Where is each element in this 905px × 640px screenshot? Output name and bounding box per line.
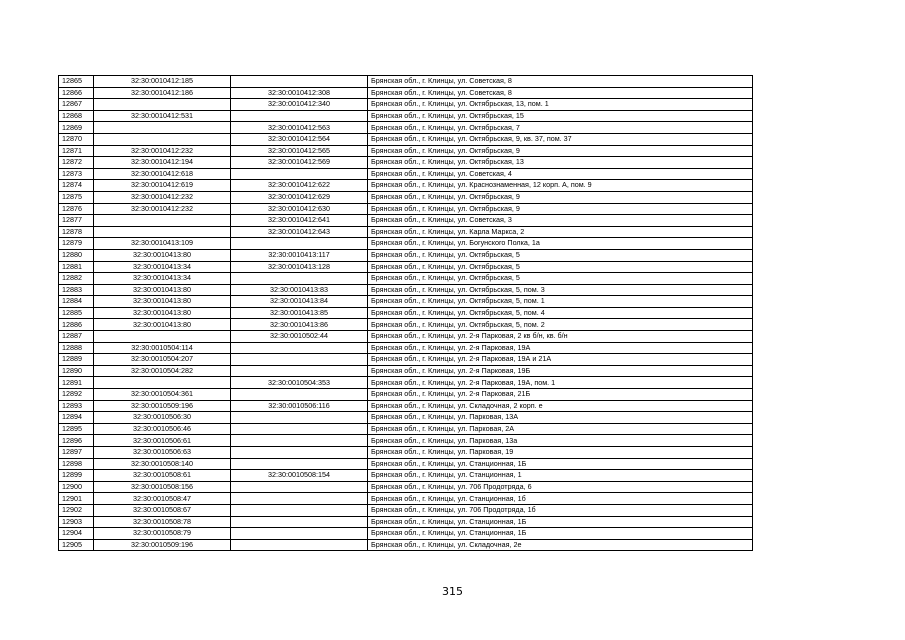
address-cell: Брянская обл., г. Клинцы, ул. Советская, 3 [368, 215, 753, 227]
parcel-number-cell [94, 377, 231, 389]
table-row [59, 481, 753, 493]
address-cell: Брянская обл., г. Клинцы, ул. Парковая, 2А [368, 423, 753, 435]
object-number-cell: 32:30:0010508:154 [231, 470, 368, 482]
object-number-cell [231, 389, 368, 401]
address-cell: Брянская обл., г. Клинцы, ул. 2-я Парковая, 19Б [368, 365, 753, 377]
object-number-cell: 32:30:0010413:83 [231, 284, 368, 296]
object-number-cell: 32:30:0010413:117 [231, 249, 368, 261]
table-row [59, 458, 753, 470]
table-row [59, 389, 753, 401]
row-number-cell: 12871 [59, 145, 94, 157]
table-row [59, 145, 753, 157]
object-number-cell: 32:30:0010412:563 [231, 122, 368, 134]
parcel-number-cell: 32:30:0010413:80 [94, 319, 231, 331]
parcel-number-cell: 32:30:0010508:156 [94, 481, 231, 493]
address-cell: Брянская обл., г. Клинцы, ул. Октябрьская, 5 [368, 261, 753, 273]
row-number-cell: 12902 [59, 504, 94, 516]
table-row [59, 516, 753, 528]
row-number-cell: 12895 [59, 423, 94, 435]
address-cell: Брянская обл., г. Клинцы, ул. Октябрьская, 9, кв. 37, пом. 37 [368, 133, 753, 145]
parcel-number-cell: 32:30:0010509:196 [94, 539, 231, 551]
table-row [59, 76, 753, 88]
object-number-cell [231, 528, 368, 540]
table-row [59, 261, 753, 273]
parcel-number-cell [94, 133, 231, 145]
row-number-cell: 12892 [59, 389, 94, 401]
object-number-cell: 32:30:0010412:630 [231, 203, 368, 215]
property-register-table [58, 75, 753, 551]
table-row [59, 331, 753, 343]
row-number-cell: 12884 [59, 296, 94, 308]
address-cell: Брянская обл., г. Клинцы, ул. Складочная, 2е [368, 539, 753, 551]
address-cell: Брянская обл., г. Клинцы, ул. Станционная, 1Б [368, 528, 753, 540]
address-cell: Брянская обл., г. Клинцы, ул. Октябрьская, 13 [368, 157, 753, 169]
address-cell: Брянская обл., г. Клинцы, ул. Октябрьская, 5 [368, 273, 753, 285]
table-row [59, 110, 753, 122]
address-cell: Брянская обл., г. Клинцы, ул. 2-я Парковая, 19А и 21А [368, 354, 753, 366]
object-number-cell [231, 493, 368, 505]
parcel-number-cell: 32:30:0010412:232 [94, 191, 231, 203]
table-row [59, 122, 753, 134]
table-row [59, 377, 753, 389]
parcel-number-cell: 32:30:0010413:34 [94, 261, 231, 273]
object-number-cell: 32:30:0010412:308 [231, 87, 368, 99]
table-row [59, 447, 753, 459]
row-number-cell: 12896 [59, 435, 94, 447]
table-row [59, 504, 753, 516]
address-cell: Брянская обл., г. Клинцы, ул. Парковая, 19 [368, 447, 753, 459]
address-cell: Брянская обл., г. Клинцы, ул. Станционная, 1Б [368, 458, 753, 470]
parcel-number-cell: 32:30:0010412:185 [94, 76, 231, 88]
parcel-number-cell: 32:30:0010413:80 [94, 249, 231, 261]
address-cell: Брянская обл., г. Клинцы, ул. Богунского Полка, 1а [368, 238, 753, 250]
address-cell: Брянская обл., г. Клинцы, ул. Октябрьская, 5, пом. 4 [368, 307, 753, 319]
row-number-cell: 12897 [59, 447, 94, 459]
parcel-number-cell: 32:30:0010412:194 [94, 157, 231, 169]
object-number-cell [231, 447, 368, 459]
parcel-number-cell: 32:30:0010413:80 [94, 296, 231, 308]
address-cell: Брянская обл., г. Клинцы, ул. Октябрьская, 5, пом. 2 [368, 319, 753, 331]
table-row [59, 191, 753, 203]
table-row [59, 528, 753, 540]
table-row [59, 365, 753, 377]
table-row [59, 203, 753, 215]
address-cell: Брянская обл., г. Клинцы, ул. Станционная, 1б [368, 493, 753, 505]
parcel-number-cell: 32:30:0010506:63 [94, 447, 231, 459]
row-number-cell: 12879 [59, 238, 94, 250]
row-number-cell: 12898 [59, 458, 94, 470]
row-number-cell: 12890 [59, 365, 94, 377]
parcel-number-cell: 32:30:0010413:80 [94, 284, 231, 296]
object-number-cell [231, 110, 368, 122]
row-number-cell: 12877 [59, 215, 94, 227]
object-number-cell [231, 435, 368, 447]
address-cell: Брянская обл., г. Клинцы, ул. Октябрьская, 9 [368, 145, 753, 157]
address-cell: Брянская обл., г. Клинцы, ул. Октябрьская, 9 [368, 191, 753, 203]
address-cell: Брянская обл., г. Клинцы, ул. Октябрьская, 9 [368, 203, 753, 215]
parcel-number-cell: 32:30:0010413:80 [94, 307, 231, 319]
object-number-cell: 32:30:0010412:629 [231, 191, 368, 203]
address-cell: Брянская обл., г. Клинцы, ул. Октябрьская, 5, пом. 3 [368, 284, 753, 296]
row-number-cell: 12872 [59, 157, 94, 169]
row-number-cell: 12873 [59, 168, 94, 180]
table-row [59, 423, 753, 435]
object-number-cell [231, 423, 368, 435]
row-number-cell: 12878 [59, 226, 94, 238]
parcel-number-cell [94, 331, 231, 343]
parcel-number-cell: 32:30:0010412:232 [94, 203, 231, 215]
parcel-number-cell: 32:30:0010504:207 [94, 354, 231, 366]
parcel-number-cell [94, 226, 231, 238]
row-number-cell: 12874 [59, 180, 94, 192]
table-row [59, 470, 753, 482]
row-number-cell: 12865 [59, 76, 94, 88]
parcel-number-cell: 32:30:0010504:114 [94, 342, 231, 354]
row-number-cell: 12885 [59, 307, 94, 319]
address-cell: Брянская обл., г. Клинцы, ул. 2-я Парковая, 19А, пом. 1 [368, 377, 753, 389]
address-cell: Брянская обл., г. Клинцы, ул. 706 Продотряда, 6 [368, 481, 753, 493]
parcel-number-cell: 32:30:0010508:67 [94, 504, 231, 516]
object-number-cell [231, 76, 368, 88]
table-row [59, 157, 753, 169]
object-number-cell: 32:30:0010412:643 [231, 226, 368, 238]
address-cell: Брянская обл., г. Клинцы, ул. Октябрьская, 7 [368, 122, 753, 134]
row-number-cell: 12899 [59, 470, 94, 482]
table-row [59, 307, 753, 319]
object-number-cell: 32:30:0010412:641 [231, 215, 368, 227]
row-number-cell: 12868 [59, 110, 94, 122]
row-number-cell: 12903 [59, 516, 94, 528]
address-cell: Брянская обл., г. Клинцы, ул. Краснознаменная, 12 корп. А, пом. 9 [368, 180, 753, 192]
object-number-cell [231, 481, 368, 493]
object-number-cell: 32:30:0010412:569 [231, 157, 368, 169]
table-row [59, 99, 753, 111]
row-number-cell: 12870 [59, 133, 94, 145]
address-cell: Брянская обл., г. Клинцы, ул. Советская, 8 [368, 87, 753, 99]
object-number-cell [231, 273, 368, 285]
address-cell: Брянская обл., г. Клинцы, ул. Октябрьская, 13, пом. 1 [368, 99, 753, 111]
row-number-cell: 12901 [59, 493, 94, 505]
address-cell: Брянская обл., г. Клинцы, ул. 2-я Парковая, 2 кв б/н, кв. б/н [368, 331, 753, 343]
row-number-cell: 12866 [59, 87, 94, 99]
address-cell: Брянская обл., г. Клинцы, ул. Советская, 4 [368, 168, 753, 180]
object-number-cell: 32:30:0010412:565 [231, 145, 368, 157]
object-number-cell: 32:30:0010412:622 [231, 180, 368, 192]
object-number-cell [231, 458, 368, 470]
object-number-cell [231, 504, 368, 516]
object-number-cell [231, 342, 368, 354]
table-row [59, 493, 753, 505]
parcel-number-cell: 32:30:0010506:61 [94, 435, 231, 447]
object-number-cell: 32:30:0010413:85 [231, 307, 368, 319]
parcel-number-cell: 32:30:0010413:109 [94, 238, 231, 250]
address-cell: Брянская обл., г. Клинцы, ул. Советская, 8 [368, 76, 753, 88]
table-row [59, 215, 753, 227]
table-row [59, 539, 753, 551]
parcel-number-cell: 32:30:0010509:196 [94, 400, 231, 412]
row-number-cell: 12887 [59, 331, 94, 343]
address-cell: Брянская обл., г. Клинцы, ул. Карла Маркса, 2 [368, 226, 753, 238]
parcel-number-cell: 32:30:0010412:186 [94, 87, 231, 99]
table-row [59, 342, 753, 354]
object-number-cell: 32:30:0010412:564 [231, 133, 368, 145]
table-row [59, 133, 753, 145]
row-number-cell: 12869 [59, 122, 94, 134]
row-number-cell: 12882 [59, 273, 94, 285]
row-number-cell: 12883 [59, 284, 94, 296]
parcel-number-cell [94, 215, 231, 227]
object-number-cell: 32:30:0010413:128 [231, 261, 368, 273]
parcel-number-cell: 32:30:0010504:361 [94, 389, 231, 401]
address-cell: Брянская обл., г. Клинцы, ул. Станционная, 1 [368, 470, 753, 482]
row-number-cell: 12875 [59, 191, 94, 203]
object-number-cell [231, 238, 368, 250]
row-number-cell: 12876 [59, 203, 94, 215]
row-number-cell: 12886 [59, 319, 94, 331]
row-number-cell: 12900 [59, 481, 94, 493]
address-cell: Брянская обл., г. Клинцы, ул. Октябрьская, 15 [368, 110, 753, 122]
row-number-cell: 12894 [59, 412, 94, 424]
row-number-cell: 12881 [59, 261, 94, 273]
address-cell: Брянская обл., г. Клинцы, ул. Октябрьская, 5 [368, 249, 753, 261]
row-number-cell: 12905 [59, 539, 94, 551]
object-number-cell [231, 354, 368, 366]
address-cell: Брянская обл., г. Клинцы, ул. Парковая, 13А [368, 412, 753, 424]
parcel-number-cell [94, 99, 231, 111]
address-cell: Брянская обл., г. Клинцы, ул. Складочная, 2 корп. е [368, 400, 753, 412]
row-number-cell: 12867 [59, 99, 94, 111]
table-row [59, 87, 753, 99]
object-number-cell [231, 168, 368, 180]
row-number-cell: 12891 [59, 377, 94, 389]
parcel-number-cell: 32:30:0010508:47 [94, 493, 231, 505]
parcel-number-cell: 32:30:0010506:30 [94, 412, 231, 424]
table-row [59, 435, 753, 447]
table-row [59, 226, 753, 238]
row-number-cell: 12904 [59, 528, 94, 540]
page-number: 315 [442, 585, 463, 598]
table-row [59, 354, 753, 366]
parcel-number-cell: 32:30:0010506:46 [94, 423, 231, 435]
address-cell: Брянская обл., г. Клинцы, ул. 2-я Парковая, 19А [368, 342, 753, 354]
table-row [59, 249, 753, 261]
parcel-number-cell: 32:30:0010412:232 [94, 145, 231, 157]
parcel-number-cell: 32:30:0010413:34 [94, 273, 231, 285]
object-number-cell: 32:30:0010506:116 [231, 400, 368, 412]
parcel-number-cell: 32:30:0010508:79 [94, 528, 231, 540]
object-number-cell [231, 539, 368, 551]
table-row [59, 180, 753, 192]
table-row [59, 168, 753, 180]
row-number-cell: 12880 [59, 249, 94, 261]
parcel-number-cell: 32:30:0010412:618 [94, 168, 231, 180]
parcel-number-cell: 32:30:0010504:282 [94, 365, 231, 377]
object-number-cell: 32:30:0010413:86 [231, 319, 368, 331]
table-row [59, 296, 753, 308]
parcel-number-cell: 32:30:0010508:61 [94, 470, 231, 482]
table-row [59, 273, 753, 285]
object-number-cell: 32:30:0010502:44 [231, 331, 368, 343]
parcel-number-cell [94, 122, 231, 134]
row-number-cell: 12889 [59, 354, 94, 366]
object-number-cell: 32:30:0010504:353 [231, 377, 368, 389]
parcel-number-cell: 32:30:0010412:531 [94, 110, 231, 122]
object-number-cell: 32:30:0010412:340 [231, 99, 368, 111]
object-number-cell [231, 365, 368, 377]
table-row [59, 238, 753, 250]
object-number-cell [231, 516, 368, 528]
object-number-cell [231, 412, 368, 424]
table-row [59, 400, 753, 412]
object-number-cell: 32:30:0010413:84 [231, 296, 368, 308]
table-row [59, 284, 753, 296]
parcel-number-cell: 32:30:0010508:140 [94, 458, 231, 470]
row-number-cell: 12888 [59, 342, 94, 354]
parcel-number-cell: 32:30:0010412:619 [94, 180, 231, 192]
table-row [59, 412, 753, 424]
address-cell: Брянская обл., г. Клинцы, ул. 2-я Парковая, 21Б [368, 389, 753, 401]
table-row [59, 319, 753, 331]
address-cell: Брянская обл., г. Клинцы, ул. Станционная, 1Б [368, 516, 753, 528]
address-cell: Брянская обл., г. Клинцы, ул. Парковая, 13а [368, 435, 753, 447]
row-number-cell: 12893 [59, 400, 94, 412]
address-cell: Брянская обл., г. Клинцы, ул. 706 Продотряда, 1б [368, 504, 753, 516]
address-cell: Брянская обл., г. Клинцы, ул. Октябрьская, 5, пом. 1 [368, 296, 753, 308]
table-body [59, 76, 753, 551]
parcel-number-cell: 32:30:0010508:78 [94, 516, 231, 528]
